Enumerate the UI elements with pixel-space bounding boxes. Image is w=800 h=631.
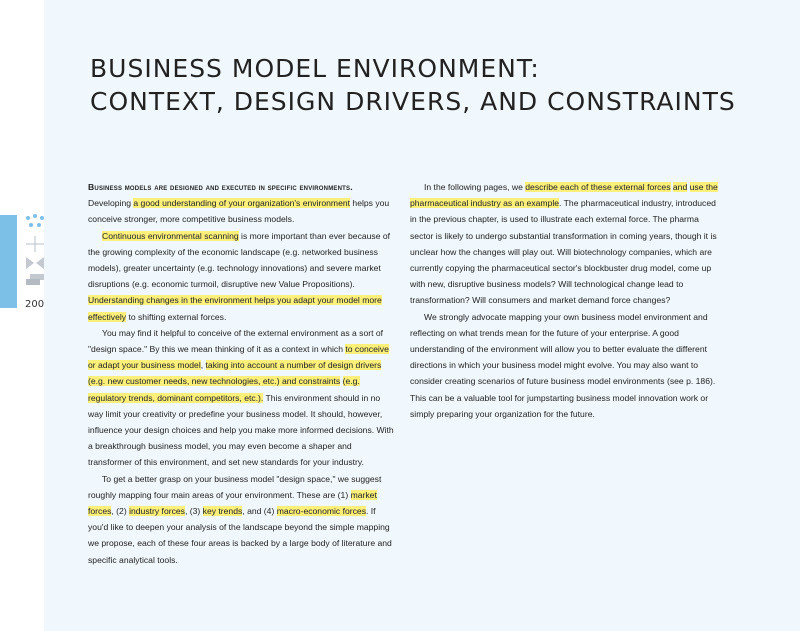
stack-icon (24, 273, 46, 287)
paragraph (88, 471, 394, 568)
text: to shifting external forces. (126, 311, 227, 322)
left-column (88, 179, 394, 568)
right-column (410, 179, 720, 422)
text: is more important than ever because of the growing complexity of the economic landscape (e.g. networked business models), greater uncertainty (e.g. technology innovations) and severe market disruptions (e.g. economic turmoil, disruptive new Value Propositions). (88, 230, 391, 290)
canvas-dots-icon (24, 214, 46, 230)
highlight: describe each of these external forces (525, 182, 671, 192)
highlight: Understanding changes in the environment helps you adapt your model more effectively (88, 295, 382, 322)
title-line-1: BUSINESS MODEL ENVIRONMENT: (90, 54, 540, 83)
hourglass-icon (24, 256, 46, 270)
title-line-2: CONTEXT, DESIGN DRIVERS, AND CONSTRAINTS (90, 87, 736, 116)
text: , and (4) (242, 506, 277, 517)
highlight: (e.g. new customer needs, new technologies, etc.) and constraints (88, 376, 341, 387)
text: To get a better grasp on your business model "design space," we suggest roughly mapping four main areas of your environment. These are (1) (88, 473, 382, 500)
text: , (200, 360, 206, 371)
highlight: to conceive or adapt your business model (88, 344, 389, 371)
highlight: (e.g. regulatory trends, dominant competitors, etc.). (88, 376, 360, 403)
highlight: Continuous environmental scanning (102, 230, 239, 241)
text: This environment should in no way limit your creativity or predefine your business model. It should, however, influence your design choices and help you make more informed decisions. With a breakthrough business model, you may even become a shaper and transformer of this environment, and set new standards for your industry. (88, 392, 394, 468)
chapter-icons (24, 214, 46, 287)
paragraph (88, 325, 394, 471)
page-number: 200 (25, 299, 45, 310)
highlight: and (672, 182, 688, 192)
paragraph (410, 179, 720, 309)
lead-in: Business models are designed and executed in specific environments. (88, 182, 353, 192)
highlight: key trends (202, 506, 243, 517)
text: , (3) (184, 506, 203, 517)
text: helps you conceive stronger, more competitive business models. (88, 198, 390, 225)
highlight: industry forces (129, 506, 185, 517)
highlight: macro-economic forces (276, 506, 367, 517)
text: Developing (88, 198, 134, 209)
paragraph (88, 179, 394, 228)
plus-icon (24, 234, 46, 254)
highlight: use the pharmaceutical industry as an example (410, 182, 718, 209)
highlight: market forces (88, 489, 377, 517)
text: . The pharmaceutical industry, introduced in the previous chapter, is used to illustrate each external force. The pharma sector is likely to undergo substantial transformation in coming years, though it is unclear how the changes will play out. Will biotechnology companies, which are currently copying the pharmaceutical sector's blockbuster drug model, come up with new, disruptive business models? Will technological change lead to transformation? Will consumers and market demand force changes? (410, 198, 717, 306)
text: , (2) (111, 506, 130, 517)
page-title (90, 52, 736, 118)
section-tab (0, 215, 17, 308)
text: In the following pages, we (424, 182, 526, 192)
text: You may find it helpful to conceive of the external environment as a sort of "design space." By this we mean thinking of it as a context in which (88, 327, 384, 355)
paragraph (410, 309, 720, 422)
text: . If you'd like to deepen your analysis of the landscape beyond the simple mapping we propose, each of these four areas is backed by a large body of literature and specific analytical tools. (88, 506, 392, 565)
highlight: taking into account a number of design drivers (205, 360, 382, 371)
paragraph (88, 228, 394, 325)
highlight: a good understanding of your organization's environment (133, 198, 351, 209)
text: We strongly advocate mapping your own business model environment and reflecting on what trends mean for the future of your enterprise. A good understanding of the environment will allow you to better evaluate the different directions in which your business model might evolve. You may also want to consider creating scenarios of future business model environments (see p. 186). This can be a valuable tool for jumpstarting business model innovation work or simply preparing your organization for the future. (410, 311, 716, 419)
